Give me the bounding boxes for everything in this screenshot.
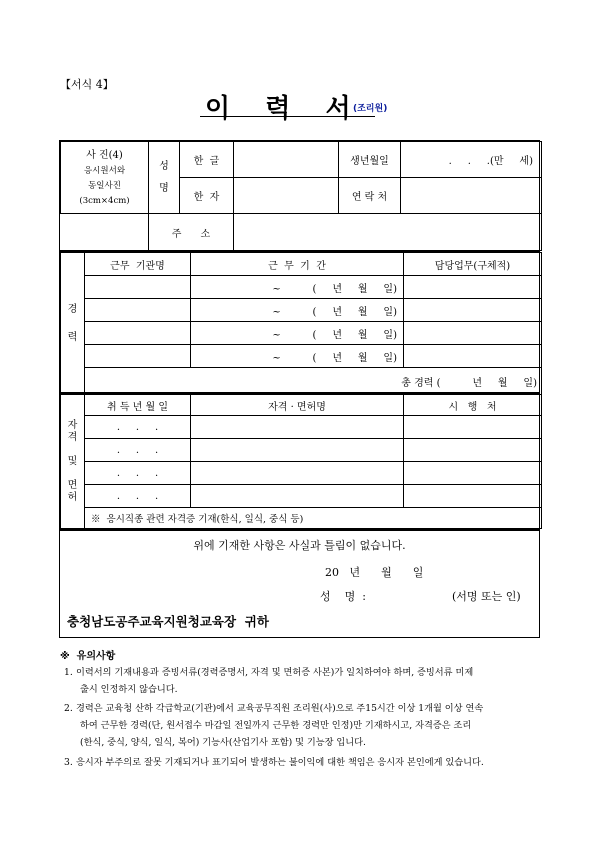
personal-info-section bbox=[59, 140, 540, 251]
license-section bbox=[59, 393, 540, 530]
career-col-org: 근무 기관명 bbox=[85, 253, 191, 276]
career-duty-field[interactable] bbox=[404, 345, 542, 368]
name-hanja-field[interactable] bbox=[234, 178, 339, 214]
license-side-label: 자 격 및 면 허 bbox=[61, 395, 85, 529]
license-col-issuer: 시 행 처 bbox=[404, 395, 542, 416]
declaration-statement: 위에 기재한 사항은 사실과 틀림이 없습니다. bbox=[193, 539, 406, 552]
career-total[interactable]: 총 경력 ( 년 월 일) bbox=[85, 368, 542, 395]
license-issuer-field[interactable] bbox=[404, 416, 542, 439]
career-period-field[interactable]: ~ ( 년 월 일) bbox=[191, 299, 404, 322]
note-item-3 bbox=[64, 754, 549, 771]
photo-bottom-blank bbox=[61, 214, 149, 251]
addressee: 충청남도공주교육지원청교육장 귀하 bbox=[67, 614, 269, 629]
note-text: 응시자 부주의로 잘못 기재되거나 표기되어 발생하는 불이익에 대한 책임은 응시자 본인에게 있습니다. bbox=[76, 757, 484, 768]
title-underline bbox=[200, 116, 375, 117]
note-text: 이력서의 기재내용과 증빙서류(경력증명서, 자격 및 면허증 사본)가 일치하여야 하며, 증빙서류 미제 bbox=[76, 667, 474, 678]
license-name-field[interactable] bbox=[191, 416, 404, 439]
career-period-field[interactable]: ~ ( 년 월 일) bbox=[191, 322, 404, 345]
name-hangul-label: 한 글 bbox=[180, 142, 234, 178]
page-title: 이 력 서 bbox=[205, 94, 353, 124]
note-text: (한식, 중식, 양식, 일식, 복어) 기능사(산업기사 포함) 및 기능장 입니다. bbox=[80, 737, 366, 748]
name-hanja-label: 한 자 bbox=[180, 178, 234, 214]
birth-label: 생년월일 bbox=[339, 142, 401, 178]
photo-size: (3cm×4cm) bbox=[79, 195, 130, 206]
notes-title: ※ 유의사항 bbox=[60, 651, 116, 662]
photo-note-2: 동일사진 bbox=[88, 180, 121, 191]
contact-field[interactable] bbox=[401, 178, 542, 214]
career-org-field[interactable] bbox=[85, 276, 191, 299]
license-issuer-field[interactable] bbox=[404, 462, 542, 485]
declaration-sign-note[interactable]: (서명 또는 인) bbox=[452, 590, 521, 603]
license-name-field[interactable] bbox=[191, 485, 404, 508]
career-period-field[interactable]: ~ ( 년 월 일) bbox=[191, 276, 404, 299]
address-label: 주 소 bbox=[149, 214, 234, 251]
name-label: 성 명 bbox=[149, 142, 180, 214]
photo-note-1: 응시원서와 bbox=[83, 165, 126, 176]
career-duty-field[interactable] bbox=[404, 322, 542, 345]
note-item-1 bbox=[64, 664, 549, 698]
career-org-field[interactable] bbox=[85, 299, 191, 322]
note-text: 하여 근무한 경력(단, 원서접수 마감일 전일까지 근무한 경력만 인정)만 기재하시고, 자격증은 조리 bbox=[80, 720, 472, 731]
career-duty-field[interactable] bbox=[404, 299, 542, 322]
license-issuer-field[interactable] bbox=[404, 485, 542, 508]
note-text: 출시 인정하지 않습니다. bbox=[80, 684, 178, 695]
career-org-field[interactable] bbox=[85, 322, 191, 345]
license-date-field[interactable]: . . . bbox=[85, 416, 191, 439]
declaration-date[interactable]: 20 년 월 일 bbox=[325, 566, 424, 579]
license-date-field[interactable]: . . . bbox=[85, 462, 191, 485]
form-number: 【서식 4】 bbox=[60, 78, 114, 91]
career-col-period: 근 무 기 간 bbox=[191, 253, 404, 276]
career-section bbox=[59, 251, 540, 393]
name-hangul-field[interactable] bbox=[234, 142, 339, 178]
career-side-label: 경 력 bbox=[61, 253, 85, 395]
note-item-2 bbox=[64, 700, 549, 751]
license-name-field[interactable] bbox=[191, 462, 404, 485]
license-date-field[interactable]: . . . bbox=[85, 439, 191, 462]
license-col-name: 자격 · 면허명 bbox=[191, 395, 404, 416]
note-number: 1. bbox=[64, 667, 73, 678]
license-note: ※ 응시직종 관련 자격증 기재(한식, 일식, 중식 등) bbox=[85, 508, 542, 529]
career-org-field[interactable] bbox=[85, 345, 191, 368]
note-number: 2. bbox=[64, 703, 73, 714]
declaration-sign-label: 성 명 : bbox=[320, 590, 366, 603]
license-issuer-field[interactable] bbox=[404, 439, 542, 462]
license-col-date: 취 득 년 월 일 bbox=[85, 395, 191, 416]
note-number: 3. bbox=[64, 757, 73, 768]
career-col-duty: 담당업무(구체적) bbox=[404, 253, 542, 276]
contact-label: 연 락 처 bbox=[339, 178, 401, 214]
career-duty-field[interactable] bbox=[404, 276, 542, 299]
photo-label: 사 진(4) bbox=[86, 149, 123, 161]
birth-field[interactable]: . . .(만 세) bbox=[401, 142, 542, 178]
photo-box[interactable] bbox=[61, 142, 149, 214]
note-text: 경력은 교육청 산하 각급학교(기관)에서 교육공무직원 조리원(사)으로 주15시간 이상 1개월 이상 연속 bbox=[76, 703, 484, 714]
license-name-field[interactable] bbox=[191, 439, 404, 462]
license-date-field[interactable]: . . . bbox=[85, 485, 191, 508]
career-period-field[interactable]: ~ ( 년 월 일) bbox=[191, 345, 404, 368]
page-subtitle: (조리원) bbox=[353, 104, 388, 114]
address-field[interactable] bbox=[234, 214, 542, 251]
